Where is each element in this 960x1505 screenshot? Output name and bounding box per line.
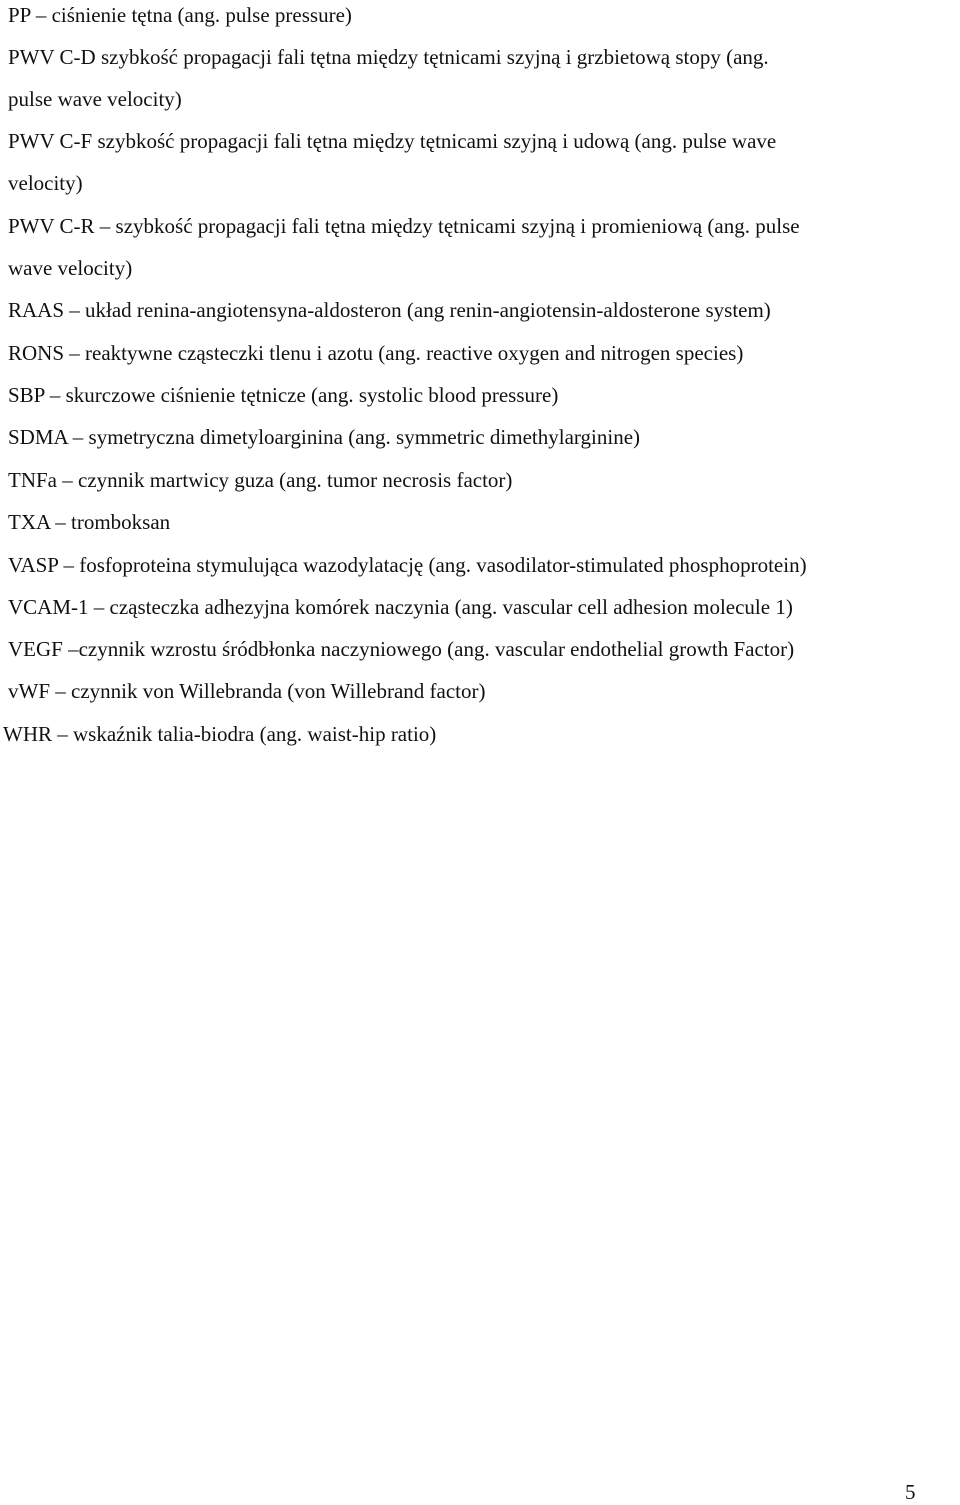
page-number: 5	[905, 1480, 916, 1504]
list-item-vwf: vWF – czynnik von Willebranda (von Willebrand factor)	[8, 679, 486, 703]
list-item-tnfa: TNFa – czynnik martwicy guza (ang. tumor necrosis factor)	[8, 468, 513, 492]
list-item-pp: PP – ciśnienie tętna (ang. pulse pressure)	[8, 3, 352, 27]
list-item-sdma: SDMA – symetryczna dimetyloarginina (ang. symmetric dimethylarginine)	[8, 425, 641, 449]
list-item-whr: WHR – wskaźnik talia-biodra (ang. waist-hip ratio)	[3, 722, 437, 746]
list-item-pwv-cd-cont: pulse wave velocity)	[8, 87, 182, 111]
list-item-pwv-cf-cont: velocity)	[8, 171, 83, 195]
list-item-pwv-cr-cont: wave velocity)	[8, 256, 133, 280]
list-item-vasp: VASP – fosfoproteina stymulująca wazodylatację (ang. vasodilator-stimulated phosphoprotein)	[8, 553, 807, 577]
list-item-rons: RONS – reaktywne cząsteczki tlenu i azotu (ang. reactive oxygen and nitrogen species)	[8, 341, 744, 365]
list-item-pwv-cd: PWV C-D szybkość propagacji fali tętna między tętnicami szyjną i grzbietową stopy (ang.	[8, 45, 769, 69]
list-item-sbp: SBP – skurczowe ciśnienie tętnicze (ang. systolic blood pressure)	[8, 383, 559, 407]
list-item-pwv-cf: PWV C-F szybkość propagacji fali tętna między tętnicami szyjną i udową (ang. pulse wave	[8, 129, 777, 153]
list-item-vegf: VEGF –czynnik wzrostu śródbłonka naczyniowego (ang. vascular endothelial growth Factor)	[8, 637, 795, 661]
list-item-raas: RAAS – układ renina-angiotensyna-aldosteron (ang renin-angiotensin-aldosterone system)	[8, 298, 771, 322]
list-item-vcam1: VCAM-1 – cząsteczka adhezyjna komórek naczynia (ang. vascular cell adhesion molecule 1)	[8, 595, 793, 619]
list-item-pwv-cr: PWV C-R – szybkość propagacji fali tętna między tętnicami szyjną i promieniową (ang. pulse	[8, 214, 800, 238]
list-item-txa: TXA – tromboksan	[8, 510, 171, 534]
